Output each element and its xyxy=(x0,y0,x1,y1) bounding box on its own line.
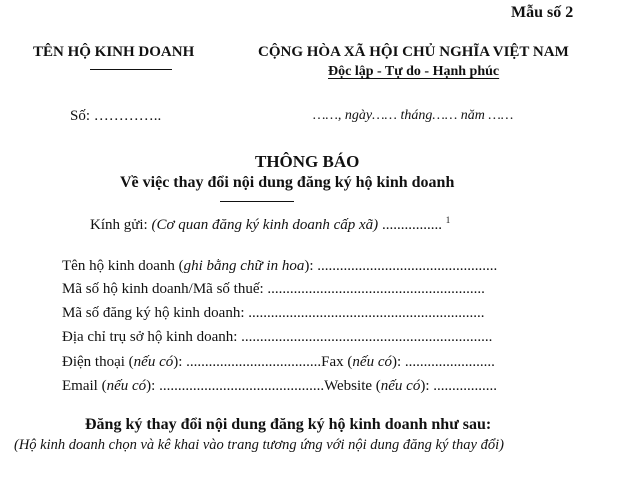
recipient-dots: ................ xyxy=(378,217,442,233)
field-note: nếu có xyxy=(352,354,392,370)
field-tax-code: Mã số hộ kinh doanh/Mã số thuế: .......................................................... xyxy=(62,281,485,297)
field-fill: ): ........................ xyxy=(391,354,495,370)
field-phone-fax xyxy=(62,354,495,371)
form-number: Mẫu số 2 xyxy=(511,4,574,21)
field-label: Email ( xyxy=(62,378,107,394)
nation-title: CỘNG HÒA XÃ HỘI CHỦ NGHĨA VIỆT NAM xyxy=(258,44,569,60)
national-motto: Độc lập - Tự do - Hạnh phúc xyxy=(328,64,500,79)
field-fill: ): ................. xyxy=(420,378,498,394)
footnote-marker: 1 xyxy=(445,215,451,225)
change-section-instruction: (Hộ kinh doanh chọn và kê khai vào trang tương ứng với nội dung đăng ký thay đổi) xyxy=(14,437,504,453)
field-email-website xyxy=(62,378,497,395)
field-note: nếu có xyxy=(133,354,174,370)
business-name-header: TÊN HỘ KINH DOANH xyxy=(33,44,195,60)
field-registration-code: Mã số đăng ký hộ kinh doanh: ............................................................... xyxy=(62,305,485,321)
field-note: nếu có xyxy=(380,378,421,394)
change-section-heading: Đăng ký thay đổi nội dung đăng ký hộ kinh doanh như sau: xyxy=(85,416,492,433)
notice-title: THÔNG BÁO xyxy=(255,152,360,171)
field-head-office-address: Địa chỉ trụ sở hộ kinh doanh: ................................................................... xyxy=(62,329,493,345)
recipient-agency: (Cơ quan đăng ký kinh doanh cấp xã) xyxy=(151,217,379,233)
field-label: Tên hộ kinh doanh ( xyxy=(62,258,184,274)
field-fill: ): ............................................Website ( xyxy=(146,378,381,394)
field-business-name xyxy=(62,258,497,275)
field-fill: ): ................................................ xyxy=(304,258,498,274)
document-number: Số: ………….. xyxy=(70,108,162,124)
place-date-line: ……, ngày…… tháng…… năm …… xyxy=(313,108,514,123)
recipient-label: Kính gửi: xyxy=(90,217,152,233)
field-fill: ): ....................................Fax ( xyxy=(173,354,353,370)
field-note: nếu có xyxy=(106,378,147,394)
recipient-line xyxy=(90,215,450,234)
header-divider-left xyxy=(90,69,172,70)
subject-divider xyxy=(220,201,294,202)
field-label: Điện thoại ( xyxy=(62,354,134,370)
notice-subject: Về việc thay đổi nội dung đăng ký hộ kinh doanh xyxy=(120,174,455,191)
field-note: ghi bằng chữ in hoa xyxy=(183,258,305,274)
